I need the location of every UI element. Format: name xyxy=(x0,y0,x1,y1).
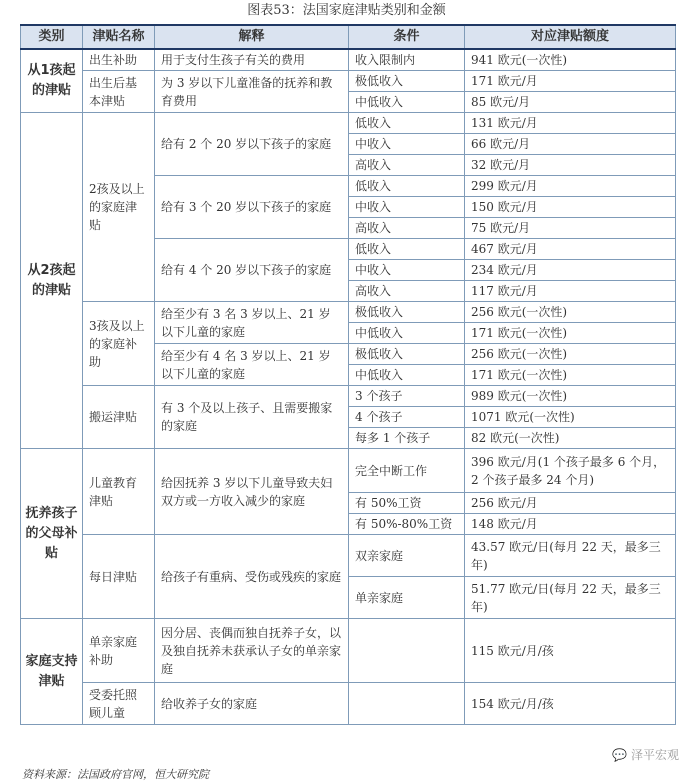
condition-cell: 有 50%工资 xyxy=(349,493,465,514)
amount-cell: 131 欧元/月 xyxy=(465,113,676,134)
explanation-cell: 有 3 个及以上孩子、且需要搬家的家庭 xyxy=(155,386,349,449)
allowance-name-cell: 出生后基本津贴 xyxy=(83,71,155,113)
wechat-icon: 💬 xyxy=(612,748,628,762)
amount-cell: 256 欧元(一次性) xyxy=(465,302,676,323)
condition-cell: 极低收入 xyxy=(349,302,465,323)
amount-cell: 299 欧元/月 xyxy=(465,176,676,197)
condition-cell: 中收入 xyxy=(349,197,465,218)
condition-cell: 中收入 xyxy=(349,260,465,281)
explanation-cell: 给至少有 4 名 3 岁以上、21 岁以下儿童的家庭 xyxy=(155,344,349,386)
allowance-table xyxy=(20,24,676,725)
table-row xyxy=(21,386,676,407)
explanation-cell: 给有 4 个 20 岁以下孩子的家庭 xyxy=(155,239,349,302)
table-row xyxy=(21,113,676,134)
explanation-cell: 给收养子女的家庭 xyxy=(155,683,349,725)
allowance-name-cell: 儿童教育津贴 xyxy=(83,449,155,535)
condition-cell: 高收入 xyxy=(349,281,465,302)
allowance-name-cell: 受委托照顾儿童 xyxy=(83,683,155,725)
explanation-cell: 给因抚养 3 岁以下儿童导致夫妇双方或一方收入减少的家庭 xyxy=(155,449,349,535)
amount-cell: 171 欧元(一次性) xyxy=(465,365,676,386)
allowance-name-cell: 单亲家庭补助 xyxy=(83,619,155,683)
table-row xyxy=(21,302,676,323)
amount-cell: 989 欧元(一次性) xyxy=(465,386,676,407)
category-cell: 家庭支持津贴 xyxy=(21,619,83,725)
condition-cell: 中低收入 xyxy=(349,323,465,344)
header-allowance-name: 津贴名称 xyxy=(83,25,155,49)
condition-cell: 4 个孩子 xyxy=(349,407,465,428)
amount-cell: 154 欧元/月/孩 xyxy=(465,683,676,725)
allowance-name-cell: 搬运津贴 xyxy=(83,386,155,449)
category-cell: 从2孩起的津贴 xyxy=(21,113,83,449)
condition-cell: 收入限制内 xyxy=(349,49,465,71)
amount-cell: 51.77 欧元/日(每月 22 天，最多三年) xyxy=(465,577,676,619)
condition-cell: 低收入 xyxy=(349,176,465,197)
amount-cell: 115 欧元/月/孩 xyxy=(465,619,676,683)
allowance-name-cell: 3孩及以上的家庭补助 xyxy=(83,302,155,386)
condition-cell: 低收入 xyxy=(349,239,465,260)
header-category: 类别 xyxy=(21,25,83,49)
table-row xyxy=(21,449,676,493)
source-note: 资料来源：法国政府官网，恒大研究院 xyxy=(22,768,209,781)
condition-cell: 中收入 xyxy=(349,134,465,155)
amount-cell: 148 欧元/月 xyxy=(465,514,676,535)
watermark xyxy=(612,746,679,763)
explanation-cell: 给有 2 个 20 岁以下孩子的家庭 xyxy=(155,113,349,176)
amount-cell: 150 欧元/月 xyxy=(465,197,676,218)
table-row xyxy=(21,71,676,92)
watermark-text: 泽平宏观 xyxy=(630,748,679,762)
category-cell: 从1孩起的津贴 xyxy=(21,49,83,113)
amount-cell: 256 欧元(一次性) xyxy=(465,344,676,365)
condition-cell: 双亲家庭 xyxy=(349,535,465,577)
amount-cell: 234 欧元/月 xyxy=(465,260,676,281)
condition-cell: 单亲家庭 xyxy=(349,577,465,619)
condition-cell xyxy=(349,619,465,683)
table-row xyxy=(21,683,676,725)
condition-cell: 中低收入 xyxy=(349,365,465,386)
table-caption: 图表53：法国家庭津贴类别和金额 xyxy=(247,3,446,18)
amount-cell: 117 欧元/月 xyxy=(465,281,676,302)
amount-cell: 1071 欧元(一次性) xyxy=(465,407,676,428)
category-cell: 抚养孩子的父母补贴 xyxy=(21,449,83,619)
allowance-name-cell: 出生补助 xyxy=(83,49,155,71)
condition-cell xyxy=(349,683,465,725)
explanation-cell: 用于支付生孩子有关的费用 xyxy=(155,49,349,71)
table-row xyxy=(21,535,676,577)
header-amount: 对应津贴额度 xyxy=(465,25,676,49)
condition-cell: 每多 1 个孩子 xyxy=(349,428,465,449)
amount-cell: 171 欧元(一次性) xyxy=(465,323,676,344)
explanation-cell: 为 3 岁以下儿童准备的抚养和教育费用 xyxy=(155,71,349,113)
amount-cell: 32 欧元/月 xyxy=(465,155,676,176)
explanation-cell: 因分居、丧偶而独自抚养子女，以及独自抚养未获承认子女的单亲家庭 xyxy=(155,619,349,683)
amount-cell: 43.57 欧元/日(每月 22 天，最多三年) xyxy=(465,535,676,577)
header-explanation: 解释 xyxy=(155,25,349,49)
amount-cell: 85 欧元/月 xyxy=(465,92,676,113)
condition-cell: 极低收入 xyxy=(349,71,465,92)
table-row xyxy=(21,619,676,683)
condition-cell: 高收入 xyxy=(349,218,465,239)
header-condition: 条件 xyxy=(349,25,465,49)
amount-cell: 941 欧元(一次性) xyxy=(465,49,676,71)
allowance-name-cell: 2孩及以上的家庭津贴 xyxy=(83,113,155,302)
condition-cell: 高收入 xyxy=(349,155,465,176)
condition-cell: 中低收入 xyxy=(349,92,465,113)
condition-cell: 低收入 xyxy=(349,113,465,134)
amount-cell: 75 欧元/月 xyxy=(465,218,676,239)
amount-cell: 396 欧元/月(1 个孩子最多 6 个月，2 个孩子最多 24 个月) xyxy=(465,449,676,493)
explanation-cell: 给有 3 个 20 岁以下孩子的家庭 xyxy=(155,176,349,239)
table-row xyxy=(21,49,676,71)
explanation-cell: 给至少有 3 名 3 岁以上、21 岁以下儿童的家庭 xyxy=(155,302,349,344)
condition-cell: 完全中断工作 xyxy=(349,449,465,493)
amount-cell: 171 欧元/月 xyxy=(465,71,676,92)
allowance-name-cell: 每日津贴 xyxy=(83,535,155,619)
condition-cell: 极低收入 xyxy=(349,344,465,365)
explanation-cell: 给孩子有重病、受伤或残疾的家庭 xyxy=(155,535,349,619)
amount-cell: 467 欧元/月 xyxy=(465,239,676,260)
condition-cell: 3 个孩子 xyxy=(349,386,465,407)
amount-cell: 82 欧元(一次性) xyxy=(465,428,676,449)
header-row xyxy=(21,25,676,49)
amount-cell: 66 欧元/月 xyxy=(465,134,676,155)
condition-cell: 有 50%-80%工资 xyxy=(349,514,465,535)
amount-cell: 256 欧元/月 xyxy=(465,493,676,514)
